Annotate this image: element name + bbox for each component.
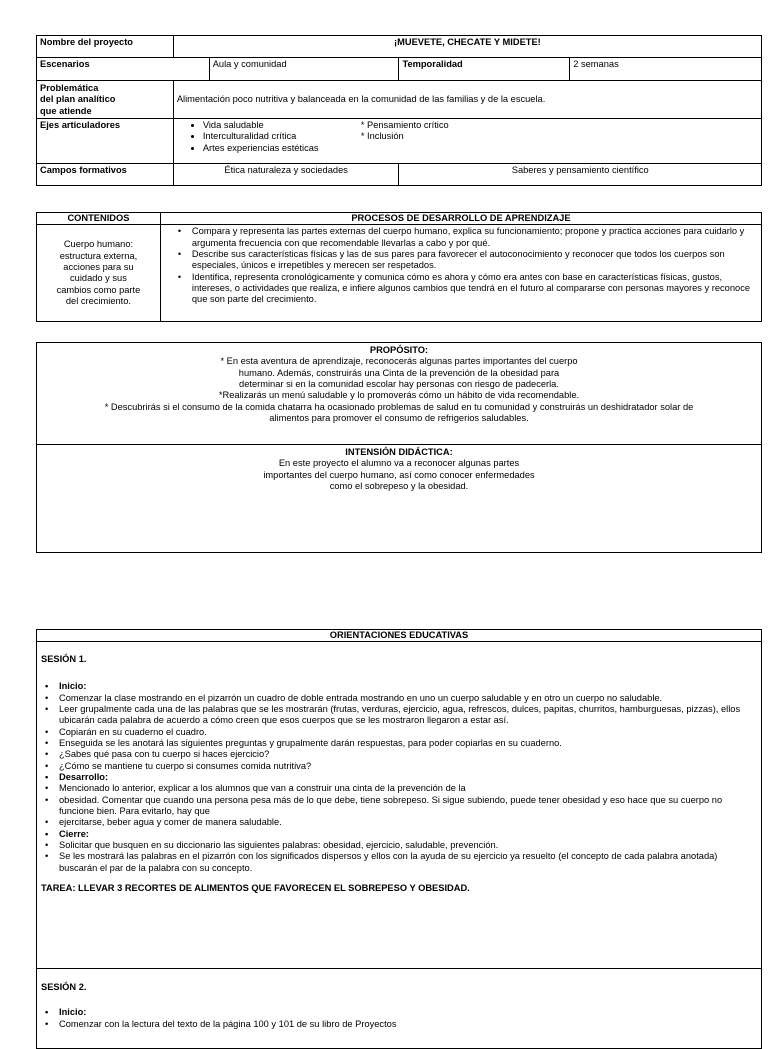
- session-item: • ¿Cómo se mantiene tu cuerpo si consumes comida nutritiva?: [41, 761, 757, 772]
- session-item: • Mencionado lo anterior, explicar a los alumnos que van a construir una cinta de la prevención de la: [41, 783, 757, 794]
- session-item: • ejercitarse, beber agua y comer de manera saludable.: [41, 817, 757, 828]
- processes-cell: [160, 225, 761, 322]
- axis-item: • Interculturalidad crítica: [203, 131, 343, 142]
- problem-value: Alimentación poco nutritiva y balanceada en la comunidad de las familias y de la escuela.: [173, 81, 761, 119]
- temporality-label: Temporalidad: [399, 58, 570, 81]
- fields-label: Campos formativos: [37, 163, 174, 185]
- process-item: • Identifica, representa cronológicamente y comunica cómo es ahora y cómo era antes con base en características físicas, gustos, intereses, o actividades que realiza, e infiere algunos cambios que tendrá en el futuro al compararse con personas mayores y reconoce que son parte del crecimiento.: [174, 272, 758, 306]
- session-item: • Copiarán en su cuaderno el cuadro.: [41, 727, 757, 738]
- session-item: • Cierre:: [41, 829, 757, 840]
- axis-item: • Vida saludable: [203, 120, 343, 131]
- session-item: • Leer grupalmente cada una de las palabras que se les mostrarán (frutas, verduras, ejercicio, agua, refrescos, dulces, papitas, churritos, hamburguesas, pizzas), ellos ubicarán cada palabra de acuerdo a cómo creen que esos cuerpos que se les mostraron llegaron a estar así.: [41, 704, 757, 727]
- scenario-label: Escenarios: [37, 58, 210, 81]
- session-item: • Comenzar con la lectura del texto de la página 100 y 101 de su libro de Proyectos: [41, 1019, 757, 1030]
- content-cell: Cuerpo humano: estructura externa, acciones para su cuidado y sus cambios como parte del crecimiento.: [37, 225, 161, 322]
- session-item: • obesidad. Comentar que cuando una persona pesa más de lo que debe, tiene sobrepeso. Si sigue subiendo, puede tener obesidad y eso hace que su cuerpo no funcione bien. Para evitarlo, hay que: [41, 795, 757, 818]
- field-value: Saberes y pensamiento científico: [399, 163, 762, 185]
- project-name-value: ¡MUEVETE, CHECATE Y MIDETE!: [173, 36, 761, 58]
- session2-title: SESIÓN 2.: [41, 982, 87, 992]
- process-item: • Compara y representa las partes externas del cuerpo humano, explica su funcionamiento; propone y practica acciones para cuidarlo y argumenta frecuencia con que recomendable llevarlas a cabo y por qué.: [174, 226, 758, 249]
- session-item: • Inicio:: [41, 1007, 757, 1018]
- axes-label: Ejes articuladores: [37, 118, 174, 163]
- session-item: • ¿Sabes qué pasa con tu cuerpo si haces ejercicio?: [41, 749, 757, 760]
- session2-section: [37, 969, 761, 1030]
- session1-title: SESIÓN 1.: [41, 654, 87, 664]
- contents-header: CONTENIDOS: [37, 213, 161, 225]
- didactic-line: importantes del cuerpo humano, así como conocer enfermedades: [263, 469, 535, 480]
- scenario-value: Aula y comunidad: [209, 58, 399, 81]
- problem-label: Problemática del plan analítico que atiende: [37, 81, 174, 119]
- purpose-line: humano. Además, construirás una Cinta de la prevención de la obesidad para: [238, 367, 560, 378]
- purpose-box: [36, 342, 762, 553]
- purpose-line: * Descubrirás si el consumo de la comida chatarra ha ocasionado problemas de salud en tu comunidad y construirás un deshidratador solar de: [104, 401, 694, 412]
- purpose-line: *Realizarás un menú saludable y lo promoverás cómo un hábito de vida recomendable.: [218, 390, 580, 401]
- purpose-line: determinar si en la comunidad escolar hay personas con riesgo de padecerla.: [239, 378, 559, 389]
- didactic-section: [37, 445, 761, 492]
- session-item: • Solicitar que busquen en su diccionario las siguientes palabras: obesidad, ejercicio, saludable, prevención.: [41, 840, 757, 851]
- didactic-title: INTENSIÓN DIDÁCTICA:: [345, 447, 453, 457]
- orientations-title: ORIENTACIONES EDUCATIVAS: [37, 630, 761, 642]
- project-info-table: [36, 35, 762, 186]
- processes-header: PROCESOS DE DESARROLLO DE APRENDIZAJE: [160, 213, 761, 225]
- didactic-line: En este proyecto el alumno va a reconocer algunas partes: [278, 458, 520, 469]
- session1-section: [37, 642, 761, 969]
- didactic-line: como el sobrepeso y la obesidad.: [329, 480, 469, 491]
- session-item: • Desarrollo:: [41, 772, 757, 783]
- temporality-value: 2 semanas: [570, 58, 762, 81]
- session-item: • Enseguida se les anotará las siguientes preguntas y grupalmente darán respuestas, para poder copiarlas en su cuaderno.: [41, 738, 757, 749]
- session-item: • Comenzar la clase mostrando en el pizarrón un cuadro de doble entrada mostrando en uno un cuerpo saludable y en otro un cuerpo no saludable.: [41, 693, 757, 704]
- session-item: • Inicio:: [41, 681, 757, 692]
- purpose-title: PROPÓSITO:: [369, 345, 429, 355]
- axes-cell: [173, 118, 761, 163]
- axis-extra: * Pensamiento crítico: [360, 119, 449, 130]
- axis-extra: * Inclusión: [360, 131, 404, 142]
- project-name-label: Nombre del proyecto: [37, 36, 174, 58]
- orientations-box: [36, 629, 762, 1049]
- purpose-line: alimentos para promover el consumo de refrigerios saludables.: [269, 412, 529, 423]
- homework-text: TAREA: LLEVAR 3 RECORTES DE ALIMENTOS QUE FAVORECEN EL SOBREPESO Y OBESIDAD.: [41, 882, 470, 893]
- field-value: Ética naturaleza y sociedades: [173, 163, 399, 185]
- session2-list: [41, 1007, 757, 1030]
- contents-table: [36, 212, 762, 322]
- axis-item: • Artes experiencias estéticas: [203, 143, 343, 154]
- purpose-section: [37, 343, 761, 445]
- session-item: • Se les mostrará las palabras en el pizarrón con los significados dispersos y ellos con la ayuda de su ejercicio ya resuelto (el concepto de cada palabra anotada) buscarán el par de la palabra con su concepto.: [41, 851, 757, 874]
- process-item: • Describe sus características físicas y las de sus pares para favorecer el autoconocimiento y reconocer que todos los cuerpos son especiales, únicos e irrepetibles y merecen ser respetados.: [174, 249, 758, 272]
- session1-list: [41, 681, 757, 874]
- purpose-line: * En esta aventura de aprendizaje, reconocerás algunas partes importantes del cuerpo: [220, 356, 578, 367]
